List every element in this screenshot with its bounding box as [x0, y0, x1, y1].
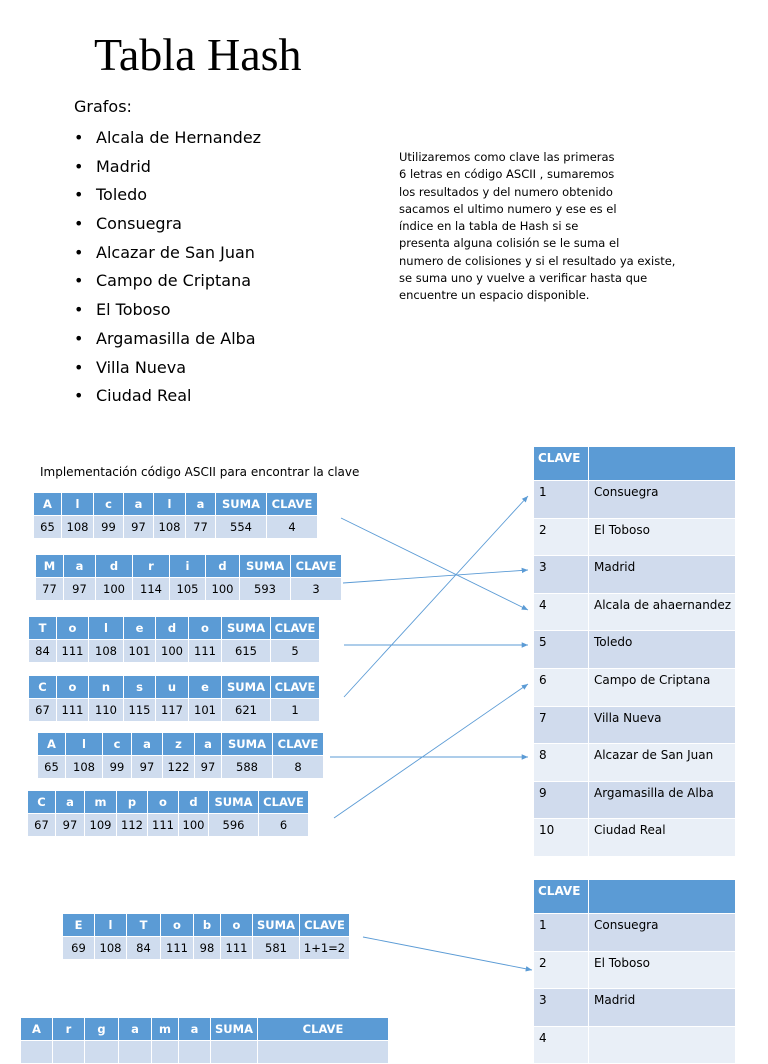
ascii-header-cell: m — [152, 1018, 179, 1041]
ascii-value-cell: 101 — [189, 699, 222, 722]
ascii-value-cell: 100 — [156, 640, 189, 663]
ascii-header-cell: e — [189, 676, 222, 699]
ascii-value-cell: 65 — [34, 516, 62, 539]
ascii-header-cell: SUMA — [211, 1018, 258, 1041]
description-line: numero de colisiones y si el resultado ya existe, — [399, 253, 676, 268]
hash-value-cell: Alcala de ahaernandez — [589, 593, 736, 631]
ascii-header-cell: d — [96, 555, 133, 578]
ascii-header-cell: CLAVE — [267, 493, 318, 516]
ascii-value-cell — [179, 1041, 211, 1064]
ascii-header-cell: CLAVE — [300, 914, 350, 937]
ascii-value-cell: 593 — [240, 578, 291, 601]
description-line: Utilizaremos como clave las primeras — [399, 150, 615, 164]
hash-key-cell: 10 — [534, 819, 589, 857]
hash-value-cell: Ciudad Real — [589, 819, 736, 857]
ascii-value-cell: 615 — [222, 640, 271, 663]
ascii-header-cell: SUMA — [222, 733, 273, 756]
ascii-header-cell: b — [194, 914, 221, 937]
hash-value-cell: Consuegra — [589, 914, 736, 952]
ascii-header-cell: SUMA — [253, 914, 300, 937]
ascii-header-cell: o — [57, 676, 89, 699]
ascii-value-cell: 621 — [222, 699, 271, 722]
ascii-value-cell: 3 — [291, 578, 342, 601]
hash-key-cell: 1 — [534, 481, 589, 519]
ascii-value-cell: 4 — [267, 516, 318, 539]
ascii-header-cell: a — [195, 733, 222, 756]
ascii-value-cell: 99 — [94, 516, 124, 539]
description-line: los resultados y del numero obtenido — [399, 184, 613, 199]
list-item: • Campo de Criptana — [74, 267, 261, 296]
list-item: • Consuegra — [74, 210, 261, 239]
ascii-value-cell: 117 — [156, 699, 189, 722]
ascii-header-cell: o — [148, 791, 179, 814]
hash-key-cell: 5 — [534, 631, 589, 669]
ascii-value-cell: 67 — [29, 699, 57, 722]
ascii-header-cell: u — [156, 676, 189, 699]
ascii-header-cell: o — [57, 617, 89, 640]
ascii-value-cell: 98 — [194, 937, 221, 960]
ascii-value-cell: 69 — [63, 937, 95, 960]
ascii-header-cell: l — [95, 914, 127, 937]
ascii-value-cell: 67 — [28, 814, 56, 837]
ascii-value-cell — [85, 1041, 119, 1064]
list-item: • Alcala de Hernandez — [74, 124, 261, 153]
ascii-value-cell: 1 — [271, 699, 320, 722]
subtitle: Grafos: — [74, 97, 132, 116]
ascii-header-cell: d — [179, 791, 209, 814]
description-line: 6 letras en código ASCII , sumaremos — [399, 167, 615, 182]
ascii-header-cell: l — [62, 493, 94, 516]
ascii-header-cell: n — [89, 676, 124, 699]
description-line: sacamos el ultimo numero y ese es el — [399, 201, 617, 216]
ascii-header-cell: CLAVE — [258, 1018, 389, 1041]
ascii-header-cell: c — [103, 733, 132, 756]
ascii-value-cell: 1+1=2 — [300, 937, 350, 960]
ascii-value-cell: 97 — [132, 756, 163, 779]
hash-value-cell: Argamasilla de Alba — [589, 781, 736, 819]
ascii-header-cell: c — [94, 493, 124, 516]
hash-value-cell: Consuegra — [589, 481, 736, 519]
hash-key-cell: 2 — [534, 951, 589, 989]
ascii-value-cell: 77 — [186, 516, 216, 539]
hash-key-cell: 3 — [534, 556, 589, 594]
ascii-header-cell: C — [28, 791, 56, 814]
description-line: se suma uno y vuelve a verificar hasta que — [399, 271, 648, 286]
ascii-header-cell: g — [85, 1018, 119, 1041]
description-line: encuentre un espacio disponible. — [399, 288, 590, 303]
ascii-value-cell: 111 — [148, 814, 179, 837]
arrow-madrid-to-3 — [343, 570, 528, 583]
ascii-value-cell: 108 — [154, 516, 186, 539]
ascii-value-cell: 97 — [124, 516, 154, 539]
hash-value-cell: El Toboso — [589, 518, 736, 556]
ascii-header-cell: o — [221, 914, 253, 937]
ascii-value-cell: 105 — [170, 578, 206, 601]
ascii-header-cell: r — [53, 1018, 85, 1041]
ascii-value-cell — [152, 1041, 179, 1064]
hash-header-cell: CLAVE — [534, 447, 589, 481]
ascii-value-cell: 111 — [57, 699, 89, 722]
description-line: índice en la tabla de Hash si se — [399, 219, 579, 234]
ascii-header-cell: CLAVE — [271, 676, 320, 699]
list-item: • Villa Nueva — [74, 354, 261, 383]
ascii-value-cell: 588 — [222, 756, 273, 779]
ascii-header-cell: SUMA — [209, 791, 259, 814]
ascii-value-cell: 111 — [189, 640, 222, 663]
ascii-header-cell: T — [127, 914, 161, 937]
ascii-header-cell: SUMA — [216, 493, 267, 516]
ascii-value-cell: 108 — [66, 756, 103, 779]
ascii-table — [20, 1017, 389, 1064]
implementation-title: Implementación código ASCII para encontrar la clave — [40, 465, 360, 479]
ascii-value-cell: 554 — [216, 516, 267, 539]
ascii-header-cell: s — [124, 676, 156, 699]
list-item: • El Toboso — [74, 296, 261, 325]
ascii-header-cell: p — [117, 791, 148, 814]
ascii-value-cell — [21, 1041, 53, 1064]
list-item: • Ciudad Real — [74, 382, 261, 411]
ascii-value-cell: 115 — [124, 699, 156, 722]
ascii-value-cell: 97 — [195, 756, 222, 779]
ascii-value-cell: 596 — [209, 814, 259, 837]
ascii-value-cell: 108 — [89, 640, 124, 663]
hash-key-cell: 2 — [534, 518, 589, 556]
ascii-header-cell: l — [89, 617, 124, 640]
hash-value-cell: Villa Nueva — [589, 706, 736, 744]
ascii-value-cell: 6 — [259, 814, 309, 837]
ascii-header-cell: CLAVE — [259, 791, 309, 814]
ascii-value-cell: 84 — [127, 937, 161, 960]
hash-key-cell: 3 — [534, 989, 589, 1027]
ascii-value-cell: 5 — [271, 640, 320, 663]
ascii-header-cell: T — [29, 617, 57, 640]
ascii-header-cell: a — [132, 733, 163, 756]
ascii-header-cell: m — [85, 791, 117, 814]
ascii-header-cell: A — [38, 733, 66, 756]
ascii-header-cell: a — [186, 493, 216, 516]
ascii-header-cell: E — [63, 914, 95, 937]
ascii-value-cell: 84 — [29, 640, 57, 663]
hash-key-cell: 6 — [534, 668, 589, 706]
ascii-value-cell: 122 — [163, 756, 195, 779]
hash-key-cell: 7 — [534, 706, 589, 744]
ascii-header-cell: o — [161, 914, 194, 937]
ascii-header-cell: o — [189, 617, 222, 640]
hash-key-cell: 4 — [534, 593, 589, 631]
ascii-value-cell: 100 — [206, 578, 240, 601]
ascii-value-cell: 77 — [36, 578, 64, 601]
ascii-value-cell — [119, 1041, 152, 1064]
ascii-value-cell: 581 — [253, 937, 300, 960]
ascii-header-cell: A — [21, 1018, 53, 1041]
hash-key-cell: 8 — [534, 744, 589, 782]
ascii-header-cell: a — [56, 791, 85, 814]
ascii-header-cell: a — [119, 1018, 152, 1041]
ascii-value-cell: 109 — [85, 814, 117, 837]
ascii-header-cell: a — [124, 493, 154, 516]
ascii-value-cell: 111 — [221, 937, 253, 960]
ascii-value-cell — [53, 1041, 85, 1064]
ascii-header-cell: CLAVE — [291, 555, 342, 578]
ascii-value-cell: 97 — [56, 814, 85, 837]
hash-key-cell: 9 — [534, 781, 589, 819]
list-item: • Madrid — [74, 153, 261, 182]
ascii-header-cell: A — [34, 493, 62, 516]
ascii-value-cell: 112 — [117, 814, 148, 837]
list-item: • Argamasilla de Alba — [74, 325, 261, 354]
list-item: • Toledo — [74, 181, 261, 210]
ascii-header-cell: M — [36, 555, 64, 578]
hash-value-cell: Campo de Criptana — [589, 668, 736, 706]
ascii-value-cell: 99 — [103, 756, 132, 779]
ascii-header-cell: l — [154, 493, 186, 516]
ascii-header-cell: SUMA — [240, 555, 291, 578]
hash-value-cell: Madrid — [589, 556, 736, 594]
ascii-header-cell: SUMA — [222, 617, 271, 640]
ascii-value-cell: 111 — [57, 640, 89, 663]
arrow-toboso-to-2 — [363, 937, 532, 970]
hash-key-cell: 1 — [534, 914, 589, 952]
ascii-header-cell: a — [64, 555, 96, 578]
list-item: • Alcazar de San Juan — [74, 239, 261, 268]
ascii-header-cell: C — [29, 676, 57, 699]
ascii-value-cell — [258, 1041, 389, 1064]
hash-value-cell: El Toboso — [589, 951, 736, 989]
arrow-campo-to-6 — [334, 684, 528, 818]
arrow-alcala-to-4 — [341, 518, 528, 610]
hash-key-cell: 4 — [534, 1026, 589, 1064]
ascii-value-cell: 97 — [64, 578, 96, 601]
hash-value-cell: Toledo — [589, 631, 736, 669]
ascii-header-cell: SUMA — [222, 676, 271, 699]
hash-value-cell: Alcazar de San Juan — [589, 744, 736, 782]
ascii-value-cell: 114 — [133, 578, 170, 601]
ascii-value-cell: 100 — [96, 578, 133, 601]
ascii-value-cell: 8 — [273, 756, 324, 779]
hash-header-cell: CLAVE — [534, 880, 589, 914]
ascii-header-cell: l — [66, 733, 103, 756]
ascii-header-cell: CLAVE — [273, 733, 324, 756]
ascii-header-cell: i — [170, 555, 206, 578]
hash-value-cell — [589, 1026, 736, 1064]
ascii-value-cell: 100 — [179, 814, 209, 837]
ascii-value-cell: 101 — [124, 640, 156, 663]
ascii-header-cell: CLAVE — [271, 617, 320, 640]
description-line: presenta alguna colisión se le suma el — [399, 236, 620, 251]
ascii-header-cell: d — [156, 617, 189, 640]
ascii-value-cell — [211, 1041, 258, 1064]
ascii-value-cell: 110 — [89, 699, 124, 722]
ascii-value-cell: 108 — [95, 937, 127, 960]
ascii-header-cell: z — [163, 733, 195, 756]
ascii-header-cell: e — [124, 617, 156, 640]
hash-value-cell: Madrid — [589, 989, 736, 1027]
ascii-header-cell: a — [179, 1018, 211, 1041]
ascii-value-cell: 111 — [161, 937, 194, 960]
ascii-value-cell: 108 — [62, 516, 94, 539]
table-row — [534, 1026, 736, 1064]
ascii-value-cell: 65 — [38, 756, 66, 779]
ascii-header-cell: r — [133, 555, 170, 578]
page-title: Tabla Hash — [94, 29, 302, 80]
ascii-header-cell: d — [206, 555, 240, 578]
